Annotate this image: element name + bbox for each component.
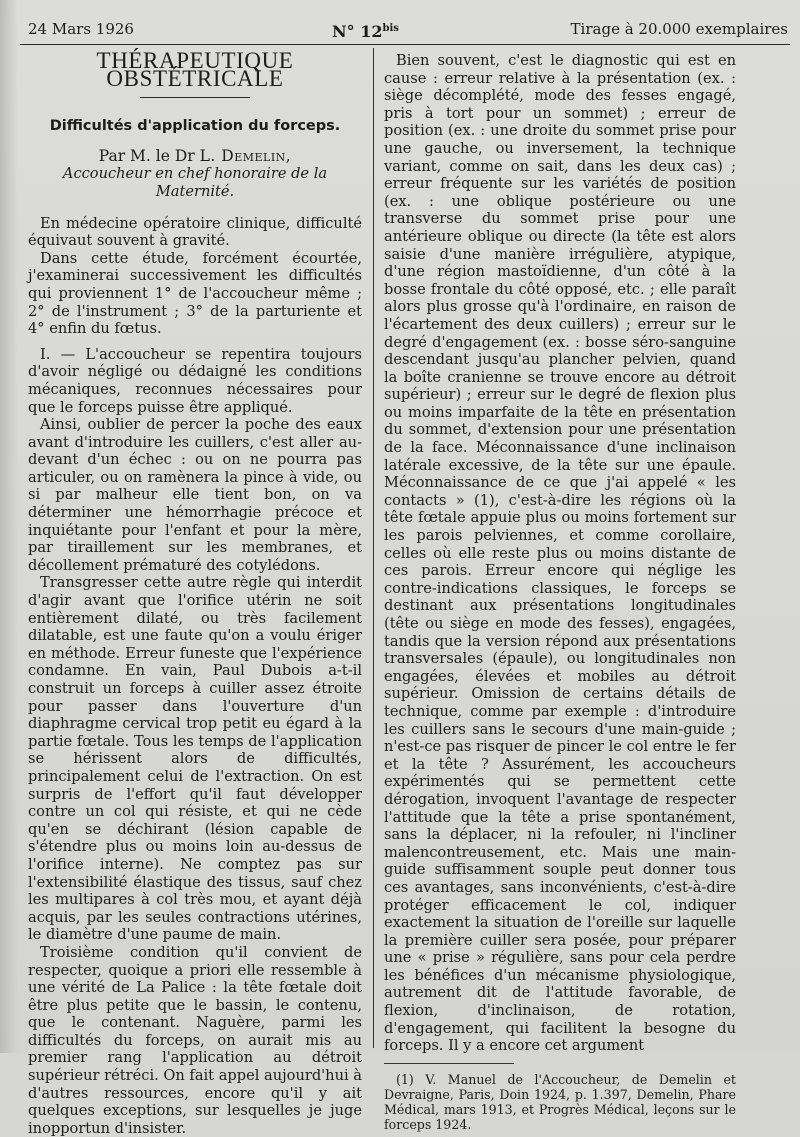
paragraph: En médecine opératoire clinique, difficulté équivaut souvent à gravité. (28, 214, 362, 250)
footnote: (1) V. Manuel de l'Accoucheur, de Demelin et Devraigne, Paris, Doin 1924, p. 1.397, Demelin, Phare Médical, mars 1913, et Progrès Médical, leçons sur le forceps 1924. (384, 1071, 736, 1132)
author-prefix: Par M. le Dr (98, 146, 195, 165)
page-header (28, 16, 788, 42)
header-issue (332, 16, 399, 45)
right-column (384, 52, 736, 1132)
paragraph: Troisième condition qu'il convient de respecter, quoique a priori elle ressemble à une vérité de La Palice : la tête fœtale doit être plus petite que le bassin, le contenu, que le contenant. Naguère, parmi les difficultés du forceps, on aurait mis au premier rang l'application au détroit supérieur rétréci. On fait appel aujourd'hui à d'autres ressources, encore qu'il y ait quelques exceptions, sur lesquelles je juge inopportun d'insister. (28, 943, 362, 1137)
author-line (28, 148, 362, 166)
header-date: 24 Mars 1926 (28, 20, 134, 38)
article-title: Difficultés d'application du forceps. (49, 118, 341, 135)
paragraph-gap (28, 338, 362, 346)
issue-suffix: bis (382, 23, 399, 34)
left-column (28, 48, 362, 1137)
header-print-run: Tirage à 20.000 exemplaires (570, 20, 788, 38)
column-divider (373, 48, 374, 1048)
header-rule (20, 44, 790, 45)
author-affiliation: Accoucheur en chef honoraire de la Maternité. (62, 165, 328, 200)
binding-shadow (0, 0, 18, 1053)
title-rule (140, 97, 250, 98)
paragraph: Transgresser cette autre règle qui interdit d'agir avant que l'orifice utérin ne soit entièrement dilaté, ou très facilement dilatable, est une faute qu'on a voulu ériger en méthode. Erreur funeste que l'expérience condamne. En vain, Paul Dubois a-t-il construit un forceps à cuiller assez étroite pour passer dans l'ouverture d'un diaphragme cervical trop petit eu égard à la partie fœtale. Tous les temps de l'application se hérissent alors de difficultés, principalement celui de l'extraction. On est surpris de l'effort qu'il faut développer contre un col qui résiste, et qui ne cède qu'en se déchirant (lésion capable de s'étendre plus ou moins loin au-dessus de l'orifice interne). Ne comptez pas sur l'extensibilité élastique des tissus, sauf chez les multipares à col très mou, et ayant déjà acquis, par les seules contractions utérines, le diamètre d'une paume de main. (28, 574, 362, 944)
issue-number: N° 12 (332, 22, 383, 41)
section-title: THÉRAPEUTIQUE OBSTÉTRICALE (96, 48, 294, 91)
paragraph: Bien souvent, c'est le diagnostic qui est en cause : erreur relative à la présentation (ex. : siège décomplété, mode des fesses engagé, pris à tort pour un sommet) ; erreur de position (ex. : une droite du sommet prise pour une gauche, ou inversement, la technique variant, comme on sait, dans les deux cas) ; erreur fréquente sur les variétés de position (ex. : une oblique postérieure ou une transverse du sommet prise pour une antérieure oblique ou directe (la tête est alors saisie d'une manière irrégulière, atypique, d'une région mastoïdienne, d'un côté à la bosse frontale du côté opposé, etc. ; elle paraît alors plus grosse qu'à l'ordinaire, en raison de l'écartement des deux cuillers) ; erreur sur le degré d'engagement (ex. : bosse séro-sanguine descendant jusqu'au plancher pelvien, quand la boîte cranienne se trouve encore au détroit supérieur) ; erreur sur le degré de flexion plus ou moins imparfaite de la tête en présentation du sommet, d'extension pour une présentation de la face. Méconnaissance d'une inclinaison latérale excessive, de la tête sur une épaule. Méconnaissance de ce que j'ai appelé « les contacts » (1), c'est-à-dire les régions où la tête fœtale appuie plus ou moins fortement sur les parois pelviennes, et comme corollaire, celles où elle reste plus ou moins distante de ces parois. Erreur encore qui néglige les contre-indications classiques, le forceps se destinant aux présentations longitudinales (tête ou siège en mode des fesses), engagées, tandis que la version répond aux présentations transversales (épaule), ou longitudinales non engagées, élevées et mobiles au détroit supérieur. Omission de certains détails de technique, comme par exemple : d'introduire les cuillers sans le secours d'une main-guide ; n'est-ce pas risquer de pincer le col entre le fer et la tête ? Assurément, les accoucheurs expérimentés qui se permettent cette dérogation, invoquent l'avantage de respecter l'attitude que la tête a prise spontanément, sans la déplacer, ni la refouler, ni l'incliner malencontreusement, etc. Mais une main-guide suffisamment souple peut donner tous ces avantages, sans inconvénients, c'est-à-dire protéger efficacement le col, indiquer exactement la situation de l'oreille sur laquelle la première cuiller sera posée, pour préparer une « prise » régulière, sans pour cela perdre les bénéfices d'un mécanisme physiologique, autrement dit de l'attitude favorable, de flexion, d'inclinaison, de rotation, d'engagement, qui facilitent la besogne du forceps. Il y a encore cet argument (384, 52, 736, 1055)
paragraph: Dans cette étude, forcément écourtée, j'examinerai successivement les difficultés qui proviennent 1° de l'accoucheur même ; 2° de l'instrument ; 3° de la parturiente et 4° enfin du fœtus. (28, 249, 362, 338)
author-name: L. Demelin, (199, 146, 292, 165)
footnote-rule (384, 1063, 514, 1064)
paragraph: Ainsi, oublier de percer la poche des eaux avant d'introduire les cuillers, c'est aller au-devant d'un échec : ou on ne pourra pas articuler, ou on ramènera la pince à vide, ou si par malheur elle tient bon, on va déterminer une hémorrhagie précoce et inquiétante pour l'enfant et pour la mère, par tiraillement sur les membranes, et décollement prématuré des cotylédons. (28, 416, 362, 574)
paragraph: I. — L'accoucheur se repentira toujours d'avoir négligé ou dédaigné les conditions mécaniques, reconnues nécessaires pour que le forceps puisse être appliqué. (28, 345, 362, 416)
